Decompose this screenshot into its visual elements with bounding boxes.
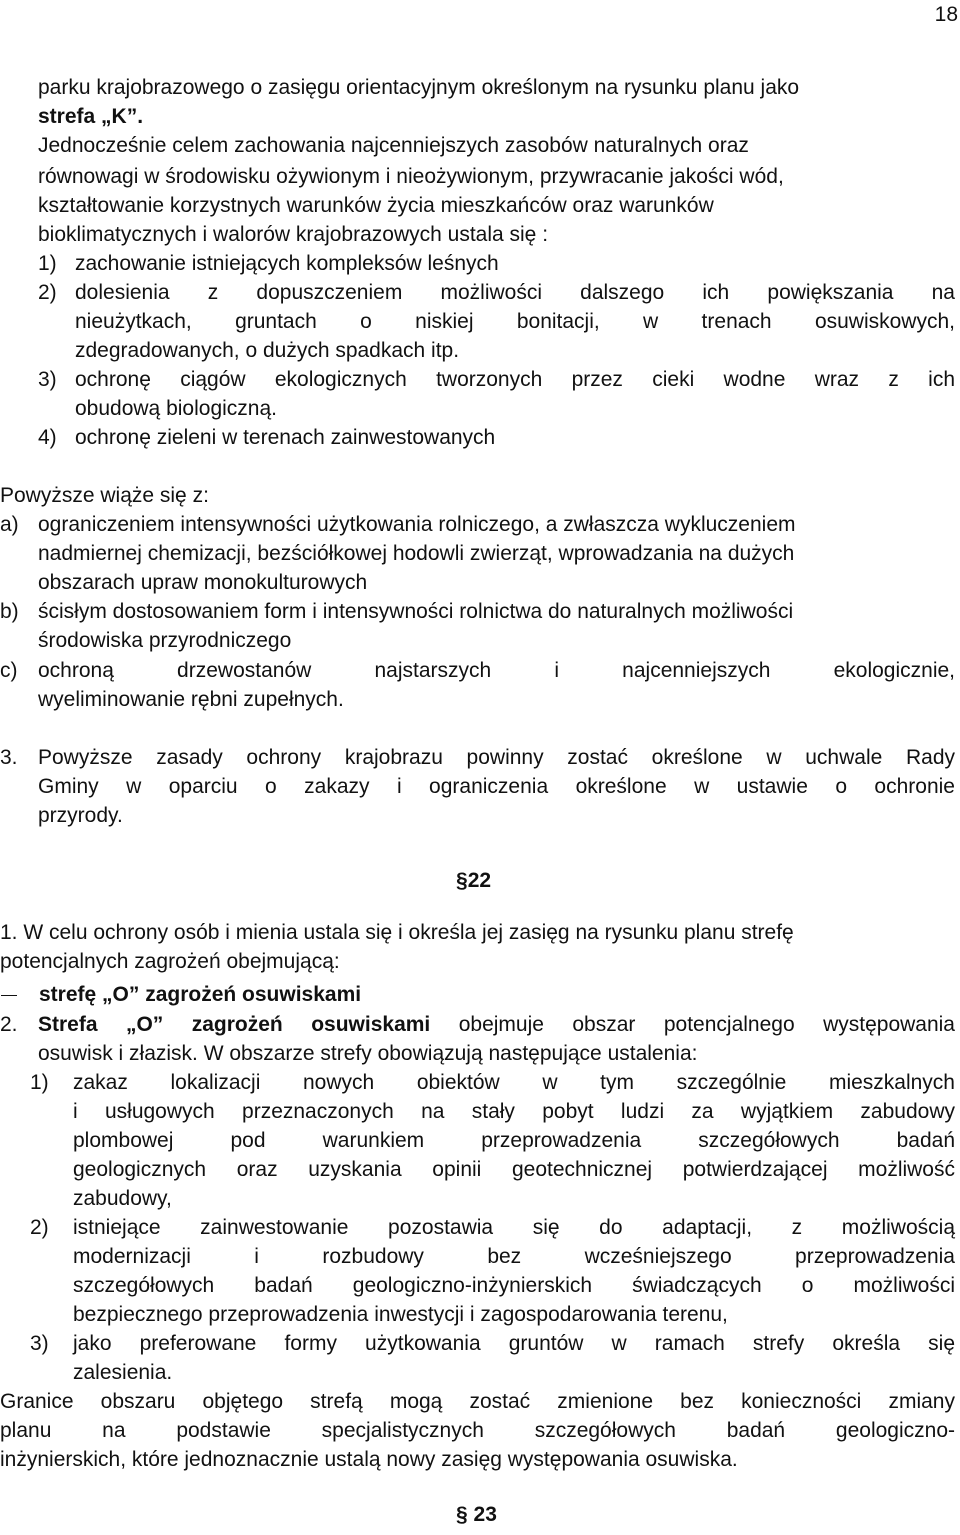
- rule-3-line-2: zalesienia.: [73, 1361, 173, 1384]
- rule-1-line-5: zabudowy,: [73, 1187, 172, 1210]
- goal-2-num: 2): [38, 281, 57, 304]
- goal-2-line-3: zdegradowanych, o dużych spadkach itp.: [75, 339, 460, 362]
- goal-1-num: 1): [38, 252, 57, 275]
- condition-b-line-1: ścisłym dostosowaniem form i intensywności rolnictwa do naturalnych możliwości: [38, 600, 794, 623]
- point-3-num: 3.: [0, 746, 18, 769]
- rule-1-line-3: plombowej pod warunkiem przeprowadzenia szczegółowych badań: [73, 1129, 955, 1152]
- rule-2-num: 2): [30, 1216, 49, 1239]
- rule-1-num: 1): [30, 1071, 49, 1094]
- section-23-heading: [456, 1503, 497, 1527]
- goal-4-num: 4): [38, 426, 57, 449]
- rule-2-line-1: istniejące zainwestowanie pozostawia się do adaptacji, z możliwością: [73, 1216, 955, 1239]
- intro-line-1: parku krajobrazowego o zasięgu orientacyjnym określonym na rysunku planu jako: [38, 76, 800, 99]
- goal-3-line-1: ochronę ciągów ekologicznych tworzonych przez cieki wodne wraz z ich: [75, 368, 955, 391]
- goal-3-line-2: obudową biologiczną.: [75, 397, 277, 420]
- rule-1-line-4: geologicznych oraz uzyskania opinii geotechnicznej potwierdzającej możliwość: [73, 1158, 955, 1181]
- condition-c-line-1: ochroną drzewostanów najstarszych i najcenniejszych ekologicznie,: [38, 659, 955, 682]
- condition-a-line-2: nadmiernej chemizacji, bezściółkowej hodowli zwierząt, wprowadzania na dużych: [38, 542, 795, 565]
- intro-line-2: [38, 102, 143, 131]
- strefa-k-label: strefa „K”.: [38, 105, 144, 128]
- intro-line-3: Jednocześnie celem zachowania najcenniejszych zasobów naturalnych oraz: [38, 134, 749, 157]
- condition-c-line-2: wyeliminowanie rębni zupełnych.: [38, 688, 344, 711]
- dash-bullet: [1, 995, 17, 996]
- intro-line-6: bioklimatycznych i walorów krajobrazowych ustala się :: [38, 223, 549, 246]
- intro-line-5: kształtowanie korzystnych warunków życia mieszkańców oraz warunków: [38, 194, 714, 217]
- page-number: 18: [934, 3, 958, 26]
- goal-2-line-1: dolesienia z dopuszczeniem możliwości dalszego ich powiększania na: [75, 281, 955, 304]
- s22-p2-num: 2.: [0, 1013, 18, 1036]
- section-number: 22: [467, 869, 492, 892]
- section-22-heading: [456, 869, 491, 893]
- closing-line-1: Granice obszaru objętego strefą mogą zostać zmienione bez konieczności zmiany: [0, 1390, 955, 1413]
- above-heading: Powyższe wiąże się z:: [0, 484, 209, 507]
- condition-c-num: c): [0, 659, 18, 682]
- point-3-line-1: Powyższe zasady ochrony krajobrazu powinny zostać określone w uchwale Rady: [38, 746, 955, 769]
- rule-1-line-2: i usługowych przeznaczonych na stały pobyt ludzi za wyjątkiem zabudowy: [73, 1100, 955, 1123]
- intro-line-4: równowagi w środowisku ożywionym i nieożywionym, przywracanie jakości wód,: [38, 165, 784, 188]
- strefa-o-item: strefę „O” zagrożeń osuwiskami: [39, 983, 362, 1006]
- s22-p2-rest: obejmuje obszar potencjalnego występowania: [458, 1013, 955, 1036]
- goal-3-num: 3): [38, 368, 57, 391]
- section-symbol: §: [456, 869, 468, 892]
- s22-p1-line-1: 1. W celu ochrony osób i mienia ustala się i określa jej zasięg na rysunku planu strefę: [0, 921, 794, 944]
- condition-b-num: b): [0, 600, 19, 623]
- goal-4-text: ochronę zieleni w terenach zainwestowanych: [75, 426, 496, 449]
- section-number: 23: [473, 1503, 497, 1526]
- strefa-o-bold: Strefa „O” zagrożeń osuwiskami: [38, 1013, 431, 1036]
- goal-1-text: zachowanie istniejących kompleksów leśnych: [75, 252, 499, 275]
- condition-a-num: a): [0, 513, 19, 536]
- s22-dash-item: [0, 980, 361, 1009]
- closing-line-2: planu na podstawie specjalistycznych szczegółowych badań geologiczno-: [0, 1419, 955, 1442]
- s22-p1-line-2: potencjalnych zagrożeń obejmującą:: [0, 950, 340, 973]
- rule-3-line-1: jako preferowane formy użytkowania gruntów w ramach strefy określa się: [73, 1332, 955, 1355]
- closing-line-3: inżynierskich, które jednoznacznie ustalą nowy zasięg występowania osuwiska.: [0, 1448, 738, 1471]
- rule-1-line-1: zakaz lokalizacji nowych obiektów w tym szczególnie mieszkalnych: [73, 1071, 955, 1094]
- condition-a-line-3: obszarach upraw monokulturowych: [38, 571, 368, 594]
- rule-2-line-3: szczegółowych badań geologiczno-inżynierskich świadczących o możliwości: [73, 1274, 955, 1297]
- rule-3-num: 3): [30, 1332, 49, 1355]
- condition-a-line-1: ograniczeniem intensywności użytkowania rolniczego, a zwłaszcza wykluczeniem: [38, 513, 796, 536]
- s22-p2-line-1: [38, 1010, 955, 1039]
- condition-b-line-2: środowiska przyrodniczego: [38, 629, 292, 652]
- goal-2-line-2: nieużytkach, gruntach o niskiej bonitacji, w trenach osuwiskowych,: [75, 310, 955, 333]
- s22-p2-line-2: osuwisk i złazisk. W obszarze strefy obowiązują następujące ustalenia:: [38, 1042, 698, 1065]
- point-3-line-3: przyrody.: [38, 804, 123, 827]
- rule-2-line-2: modernizacji i rozbudowy bez wcześniejszego przeprowadzenia: [73, 1245, 955, 1268]
- point-3-line-2: Gminy w oparciu o zakazy i ograniczenia określone w ustawie o ochronie: [38, 775, 955, 798]
- rule-2-line-4: bezpiecznego przeprowadzenia inwestycji i zagospodarowania terenu,: [73, 1303, 728, 1326]
- section-symbol: §: [456, 1503, 468, 1526]
